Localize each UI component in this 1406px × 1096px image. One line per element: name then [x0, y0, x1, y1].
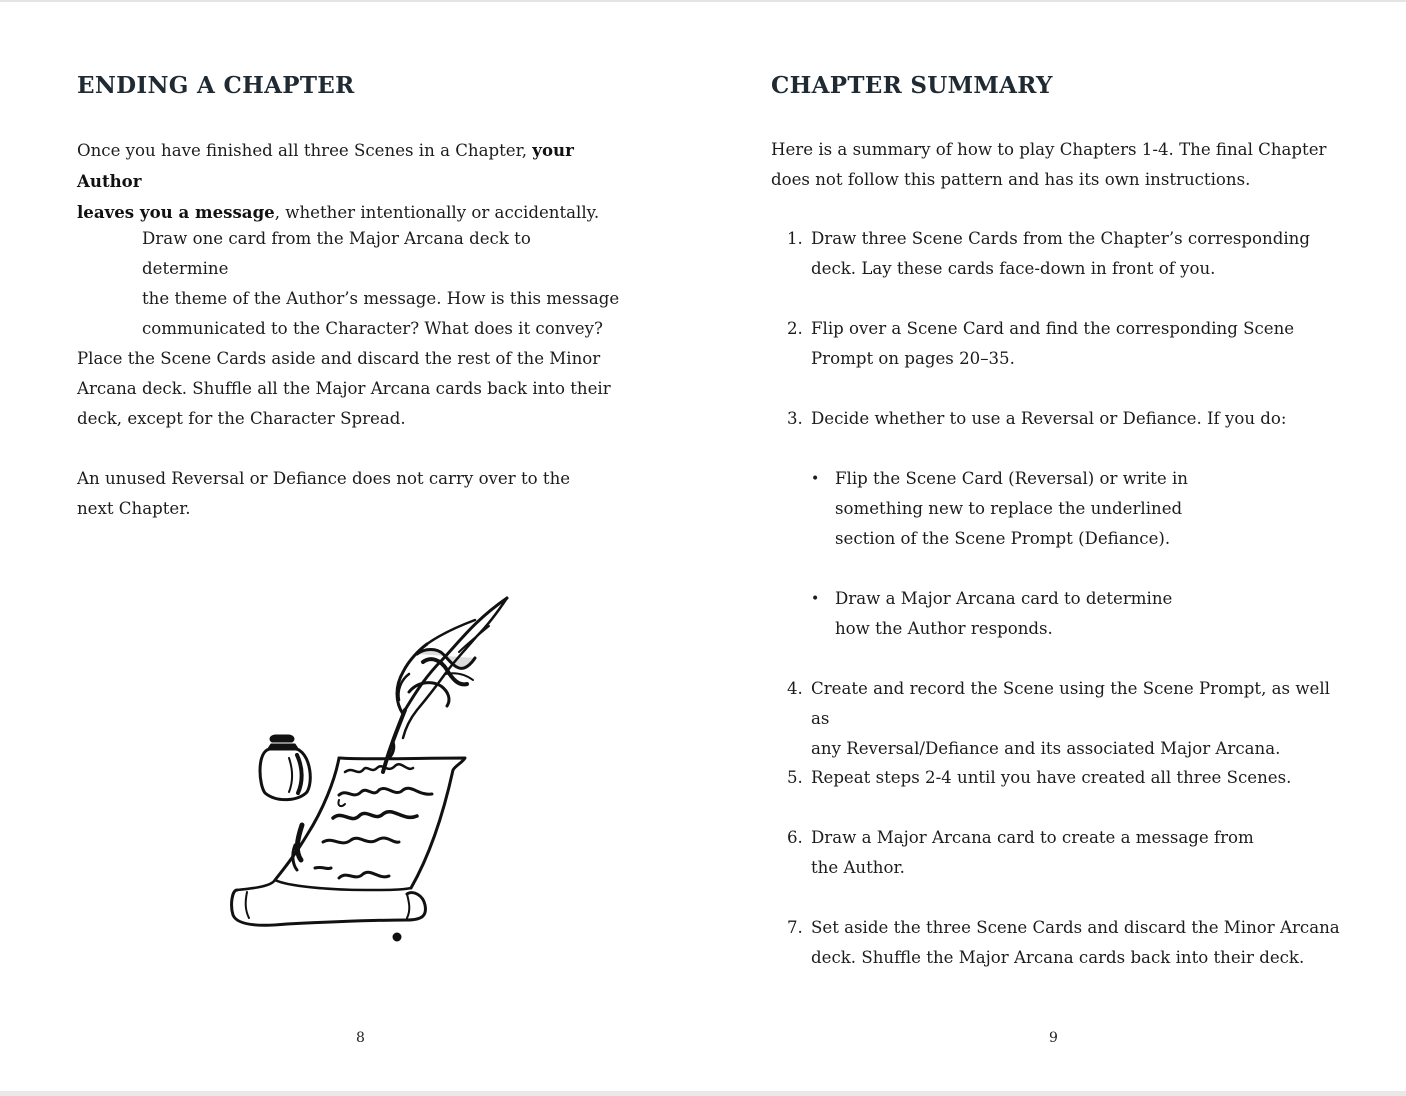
step-line: deck. Lay these cards face-down in front of you. — [811, 259, 1216, 278]
quill-feather-icon — [383, 598, 507, 772]
instruction-line-1: Draw one card from the Major Arcana deck to determine — [142, 229, 531, 278]
para3-line-2: next Chapter. — [77, 499, 191, 518]
intro-text: Once you have finished all three Scenes in a Chapter, — [77, 141, 533, 160]
step-line: Flip over a Scene Card and find the corresponding Scene — [811, 319, 1295, 338]
step-number: 7. — [787, 918, 803, 937]
page-heading-ending-a-chapter: ENDING A CHAPTER — [77, 72, 355, 99]
intro-bold-2: leaves you a message — [77, 202, 275, 222]
instruction-line-2: the theme of the Author’s message. How is this message — [142, 289, 620, 308]
bullet-line: how the Author responds. — [835, 619, 1053, 638]
step-number: 1. — [787, 229, 803, 248]
step-line: the Author. — [811, 858, 905, 877]
inkwell-icon — [260, 735, 310, 800]
summary-intro — [771, 135, 1341, 195]
intro-text-end: , whether intentionally or accidentally. — [274, 203, 600, 222]
para2-line-2: Arcana deck. Shuffle all the Major Arcana cards back into their — [77, 379, 611, 398]
quill-ink-scroll-icon — [227, 590, 527, 950]
step-text — [811, 224, 1346, 284]
para3-line-1: An unused Reversal or Defiance does not carry over to the — [77, 469, 571, 488]
step-text — [811, 823, 1346, 883]
reversal-paragraph — [77, 464, 637, 524]
step-text: Repeat steps 2-4 until you have created all three Scenes. — [811, 768, 1292, 787]
step-line: Prompt on pages 20–35. — [811, 349, 1015, 368]
page-number-left: 8 — [356, 1030, 365, 1046]
step-text — [811, 674, 1346, 764]
intro-bold-1: your Author — [77, 140, 574, 191]
step-line: Draw three Scene Cards from the Chapter’s corresponding — [811, 229, 1310, 248]
step-number: 5. — [787, 768, 803, 787]
instruction-line-3: communicated to the Character? What does it convey? — [142, 319, 603, 338]
bullet-dot: • — [811, 591, 820, 607]
page-heading-chapter-summary: CHAPTER SUMMARY — [771, 72, 1053, 99]
step-text — [811, 314, 1346, 374]
para2-line-3: deck, except for the Character Spread. — [77, 409, 406, 428]
step-text: Decide whether to use a Reversal or Defiance. If you do: — [811, 409, 1287, 428]
summary-intro-line-1: Here is a summary of how to play Chapters 1-4. The final Chapter — [771, 140, 1327, 159]
step-line: Set aside the three Scene Cards and discard the Minor Arcana — [811, 918, 1340, 937]
para2-line-1: Place the Scene Cards aside and discard the rest of the Minor — [77, 349, 601, 368]
step-line: Create and record the Scene using the Scene Prompt, as well as — [811, 679, 1330, 728]
discard-paragraph — [77, 344, 637, 434]
step-line: Draw a Major Arcana card to create a message from — [811, 828, 1254, 847]
right-page — [771, 0, 1341, 1090]
author-message-instruction — [142, 224, 622, 344]
bullet-line: section of the Scene Prompt (Defiance). — [835, 529, 1171, 548]
step-line: deck. Shuffle the Major Arcana cards back into their deck. — [811, 948, 1305, 967]
bullet-line: Flip the Scene Card (Reversal) or write in — [835, 469, 1188, 488]
left-page — [77, 0, 637, 1090]
bullet-line: something new to replace the underlined — [835, 499, 1183, 518]
bullet-dot: • — [811, 471, 820, 487]
step-text — [811, 913, 1346, 973]
step-number: 2. — [787, 319, 803, 338]
page-number-right: 9 — [1049, 1030, 1058, 1046]
scroll-icon — [232, 758, 465, 941]
bullet-text — [835, 584, 1195, 644]
bottom-border — [0, 1091, 1406, 1096]
step-number: 4. — [787, 679, 803, 698]
step-number: 6. — [787, 828, 803, 847]
bullet-line: Draw a Major Arcana card to determine — [835, 589, 1173, 608]
bullet-text — [835, 464, 1195, 554]
step-number: 3. — [787, 409, 803, 428]
summary-intro-line-2: does not follow this pattern and has its own instructions. — [771, 170, 1251, 189]
intro-paragraph — [77, 135, 637, 228]
step-line: any Reversal/Defiance and its associated Major Arcana. — [811, 739, 1281, 758]
